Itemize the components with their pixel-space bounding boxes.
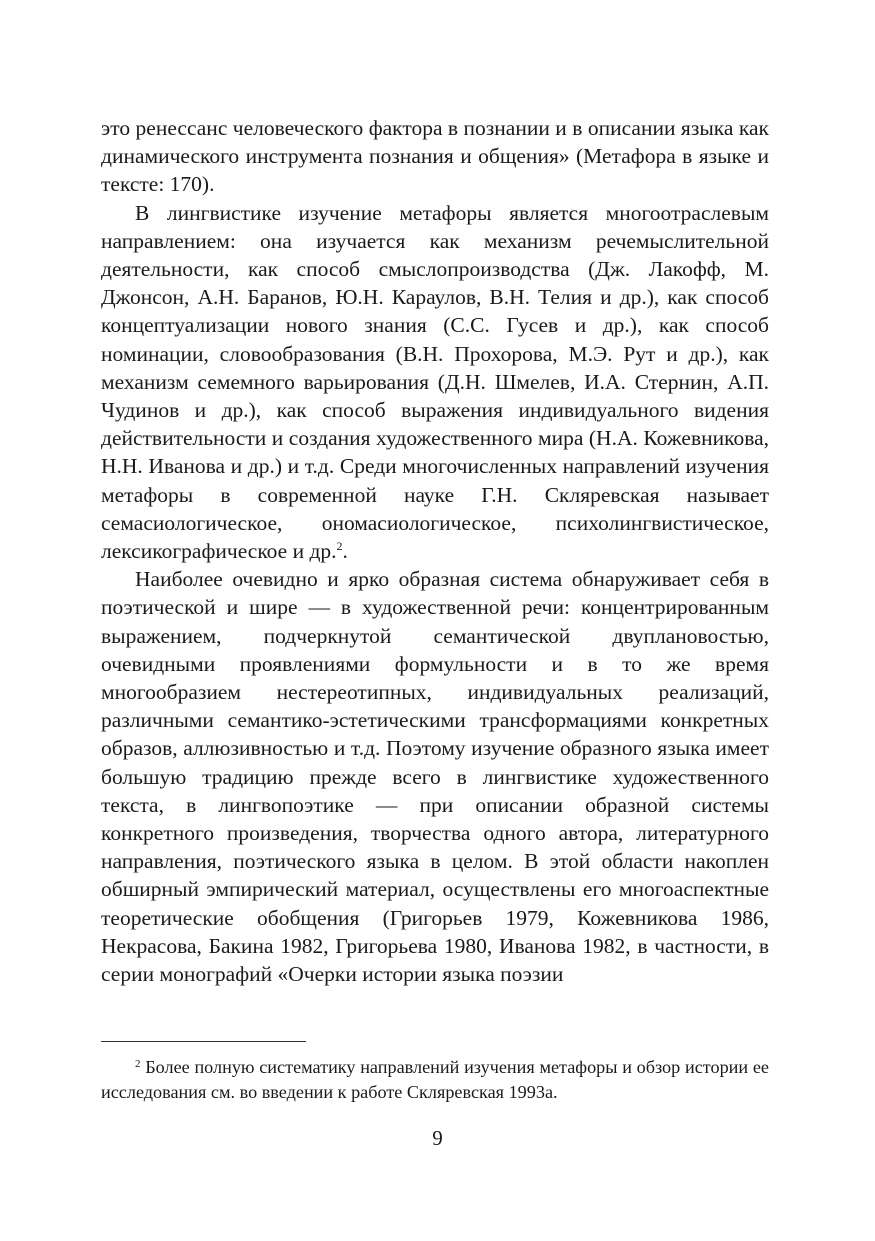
- page-number: 9: [432, 1126, 443, 1150]
- paragraph-2: [101, 199, 769, 566]
- paragraph-1-text: это ренессанс человеческого фактора в познании и в описании языка как динамического инструмента познания и общения» (Метафора в языке и тексте: 170).: [101, 116, 769, 197]
- paragraph-2-text: В лингвистике изучение метафоры является многоотраслевым направлением: она изучается как механизм речемыслительной деятельности, как способ смыслопроизводства (Дж. Лакофф, М. Джонсон, А.Н. Баранов, Ю.Н. Караулов, В.Н. Телия и др.), как способ концептуализации нового знания (С.С. Гусев и др.), как способ номинации, словообразования (В.Н. Прохорова, М.Э. Рут и др.), как механизм семемного варьирования (Д.Н. Шмелев, И.А. Стернин, А.П. Чудинов и др.), как способ выражения индивидуального видения действительности и создания художественного мира (Н.А. Кожевникова, Н.Н. Иванова и др.) и т.д. Среди многочисленных направлений изучения метафоры в современной науке Г.Н. Скляревская называет семасиологическое, ономасиологическое, психолингвистическое, лексикографическое и др.: [101, 200, 769, 564]
- page-body: [101, 114, 769, 988]
- paragraph-1: [101, 114, 769, 199]
- paragraph-3: [101, 565, 769, 988]
- footnote-text: Более полную систематику направлений изучения метафоры и обзор истории ее исследования см. во введении к работе Скляревская 1993а.: [101, 1057, 769, 1102]
- paragraph-3-text: Наиболее очевидно и ярко образная система обнаруживает себя в поэтической и шире — в художественной речи: концентрированным выражением, подчеркнутой семантической двуплановостью, очевидными проявлениями формульности и в то же время многообразием нестереотипных, индивидуальных реализаций, различными семантико-эстетическими трансформациями конкретных образов, аллюзивностью и т.д. Поэтому изучение образного языка имеет большую традицию прежде всего в лингвистике художественного текста, в лингвопоэтике — при описании образной системы конкретного произведения, творчества одного автора, литературного направления, поэтического языка в целом. В этой области накоплен обширный эмпирический материал, осуществлены его многоаспектные теоретические обобщения (Григорьев 1979, Кожевникова 1986, Некрасова, Бакина 1982, Григорьева 1980, Иванова 1982, в частности, в серии монографий «Очерки истории языка поэзии: [101, 567, 769, 987]
- paragraph-2-end: .: [342, 539, 348, 564]
- footnote-reference[interactable]: 2: [336, 539, 343, 554]
- footnote: [101, 1055, 769, 1104]
- footnote-divider: [101, 1041, 306, 1042]
- footnote-marker: 2: [135, 1058, 141, 1070]
